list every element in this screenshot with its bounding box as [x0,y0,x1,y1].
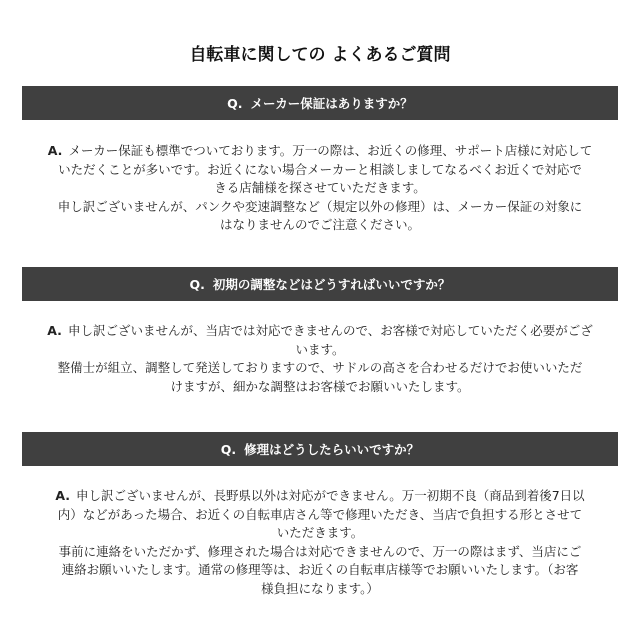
faq-question-3 [22,432,618,466]
answer-line: 内）などがあった場合、お近くの自転車店さん等で修理いただき、当店で負担する形とさせて [57,506,583,522]
answer-line: 申し訳ございませんが、当店では対応できませんので、お客様で対応していただく必要がござ [67,323,593,338]
answer-line: メーカー保証も標準でついております。万一の際は、お近くの修理、サポート店様に対応して [68,143,593,158]
answer-line: いただきます。 [276,525,364,540]
answer-line: 申し訳ございませんが、長野県以外は対応ができません。万一初期不良（商品到着後7日以 [75,488,585,503]
a-prefix: A. [47,323,62,338]
answer-line: 連絡お願いいたします。通常の修理等は、お近くの自転車店様等でお願いいたします。（お客 [61,562,579,577]
faq-question-2 [22,267,618,301]
answer-line: います。 [295,341,345,357]
page-title: 自転車に関しての よくあるご質問 [189,45,451,65]
answer-line: 申し訳ございませんが、パンクや変速調整など（規定以外の修理）は、メーカー保証の対象に [57,198,583,214]
faq-answer-1 [30,142,610,235]
question-text: 修理はどうしたらいいですか？ [244,442,420,457]
a-prefix: A. [47,143,63,158]
answer-line: きる店舗様を探させていただきます。 [214,180,426,195]
answer-line: はなりませんのでご注意ください。 [219,217,420,232]
q-prefix: Q. [189,276,205,292]
answer-line: いただくことが多いです。お近くにない場合メーカーと相談しましてなるべくお近くで対応で [58,161,582,177]
answer-line: けますが、細かな調整はお客様でお願いいたします。 [170,378,470,394]
answer-line: 様負担になります。） [261,580,379,596]
faq-answer-3 [30,487,610,598]
q-prefix: Q. [220,441,237,457]
answer-line: 整備士が組立、調整して発送しておりますので、サドルの高さを合わせるだけでお使いいただ [57,360,583,375]
faq-question-1 [22,86,618,120]
faq-answer-2 [30,322,610,396]
answer-line: 事前に連絡をいただかず、修理された場合は対応できませんので、万一の際はまず、当店にご [58,543,582,559]
question-text: メーカー保証はありますか？ [250,96,413,111]
a-prefix: A. [55,488,70,503]
question-text: 初期の調整などはどうすればいいですか？ [212,277,451,292]
q-prefix: Q. [227,95,243,111]
